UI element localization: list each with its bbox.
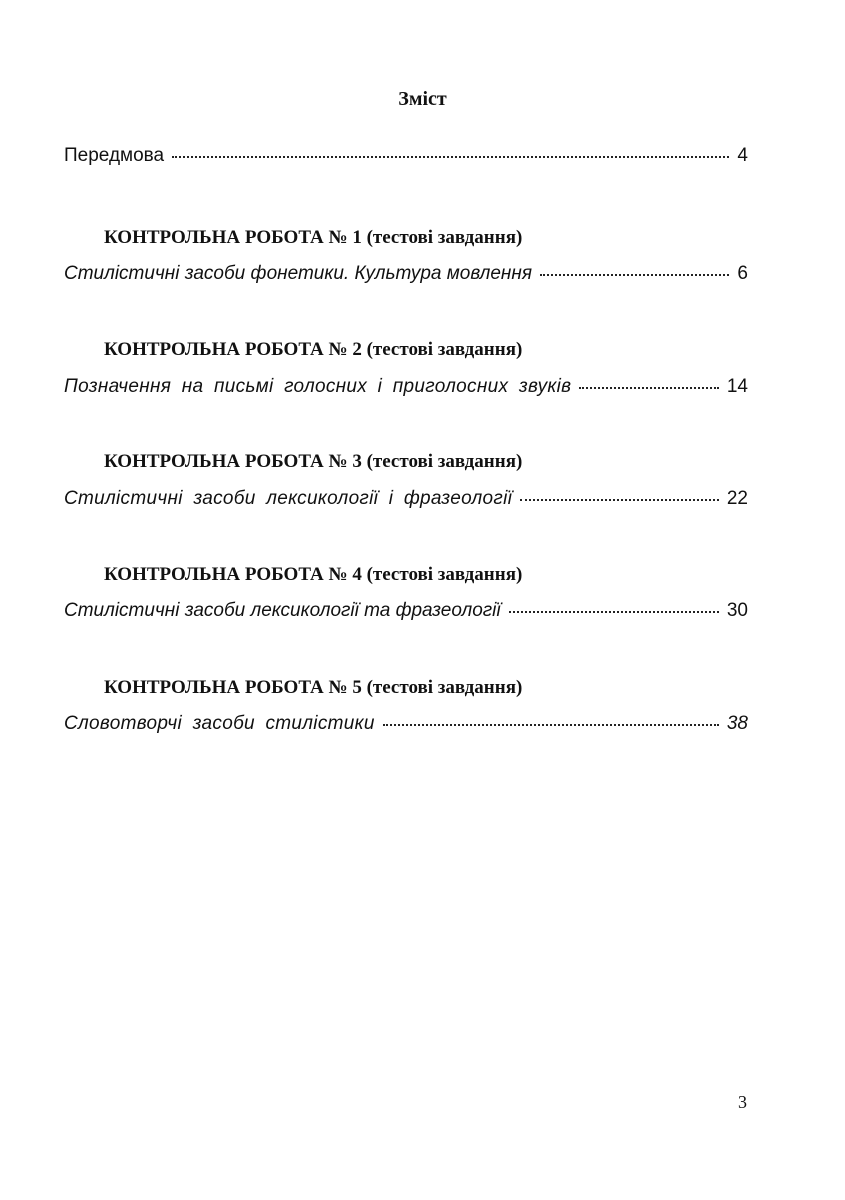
toc-entry-page: 38 [726, 713, 748, 734]
section-heading-1: КОНТРОЛЬНА РОБОТА № 1 (тестові завдання) [104, 227, 523, 248]
dot-leader [579, 387, 718, 389]
toc-entry-1 [64, 262, 748, 286]
toc-entry-preface [64, 144, 748, 168]
toc-entry-text: Передмова [64, 145, 165, 166]
section-heading-3: КОНТРОЛЬНА РОБОТА № 3 (тестові завдання) [104, 451, 523, 472]
dot-leader [540, 274, 729, 276]
toc-entry-page: 22 [726, 488, 748, 509]
toc-entry-2 [64, 375, 748, 399]
page-number: 3 [738, 1092, 747, 1112]
toc-entry-3 [64, 487, 748, 511]
section-heading-4: КОНТРОЛЬНА РОБОТА № 4 (тестові завдання) [104, 564, 523, 585]
dot-leader [509, 611, 719, 613]
dot-leader [383, 724, 719, 726]
page-title: Зміст [398, 88, 447, 110]
toc-entry-4 [64, 599, 748, 623]
toc-entry-page: 30 [726, 600, 748, 621]
dot-leader [172, 156, 729, 158]
section-heading-2: КОНТРОЛЬНА РОБОТА № 2 (тестові завдання) [104, 339, 523, 360]
toc-entry-page: 4 [737, 145, 748, 166]
toc-entry-page: 14 [726, 376, 748, 397]
dot-leader [520, 499, 719, 501]
toc-entry-text: Позначення на письмі голосних і приголосних звуків [64, 376, 572, 397]
toc-entry-text: Словотворчі засоби стилістики [64, 713, 375, 734]
toc-entry-5 [64, 712, 748, 736]
toc-entry-page: 6 [737, 263, 748, 284]
toc-entry-text: Стилістичні засоби лексикології та фразеології [64, 600, 501, 621]
toc-entry-text: Стилістичні засоби фонетики. Культура мовлення [64, 263, 532, 284]
toc-entry-text: Стилістичні засоби лексикології і фразеології [64, 488, 513, 509]
section-heading-5: КОНТРОЛЬНА РОБОТА № 5 (тестові завдання) [104, 677, 523, 698]
